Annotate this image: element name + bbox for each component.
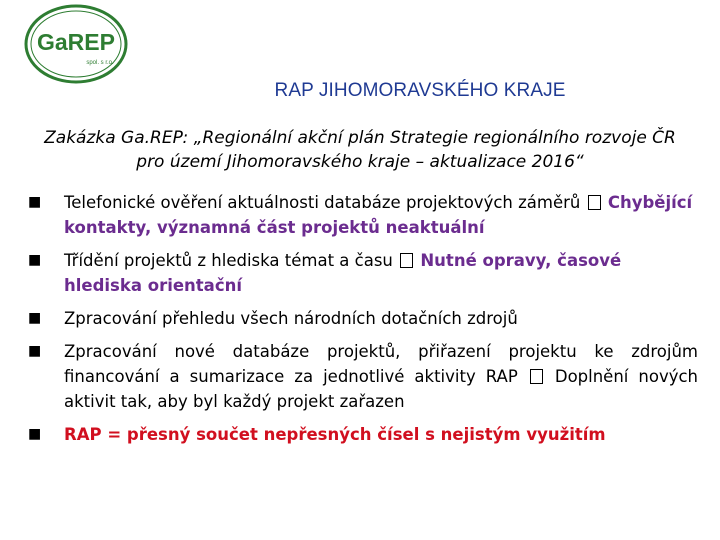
page-title: RAP JIHOMORAVSKÉHO KRAJE <box>274 80 566 101</box>
company-logo <box>12 0 140 96</box>
list-item <box>28 306 698 331</box>
logo-text: GaREP <box>37 29 115 55</box>
list-item <box>28 339 698 414</box>
square-bullet-icon: ■ <box>28 343 42 359</box>
bullet-highlight: Chybějící kontakty, významná část projektů neaktuální <box>64 193 693 237</box>
square-bullet-icon: ■ <box>28 194 42 210</box>
bullet-conclusion: RAP = přesný součet nepřesných čísel s nejistým využitím <box>64 425 606 444</box>
arrow-placeholder-icon <box>530 369 543 384</box>
bullet-text: Zpracování nové databáze projektů, přiřazení projektu ke zdrojům financování a sumarizace za jednotlivé aktivity RAP <box>64 342 698 386</box>
square-bullet-icon: ■ <box>28 310 42 326</box>
bullet-text: Třídění projektů z hlediska témat a času <box>64 251 393 270</box>
list-item <box>28 190 698 240</box>
logo-subtext: spol. s r.o. <box>86 60 114 66</box>
list-item <box>28 422 698 447</box>
arrow-placeholder-icon <box>588 195 601 210</box>
list-item <box>28 248 698 298</box>
bullet-text: Zpracování přehledu všech národních dotačních zdrojů <box>64 309 518 328</box>
bullet-list <box>28 190 698 455</box>
arrow-placeholder-icon <box>400 253 413 268</box>
square-bullet-icon: ■ <box>28 252 42 268</box>
bullet-text: Telefonické ověření aktuálnosti databáze projektových záměrů <box>64 193 581 212</box>
bullet-continuation: Doplnění nových aktivit tak, aby byl každý projekt zařazen <box>64 367 699 411</box>
bullet-highlight: Nutné opravy, časové hlediska orientační <box>64 251 622 295</box>
project-description: Zakázka Ga.REP: „Regionální akční plán Strategie regionálního rozvoje ČR pro území Jihomoravského kraje – aktualizace 2016“ <box>44 128 676 172</box>
square-bullet-icon: ■ <box>28 426 42 442</box>
